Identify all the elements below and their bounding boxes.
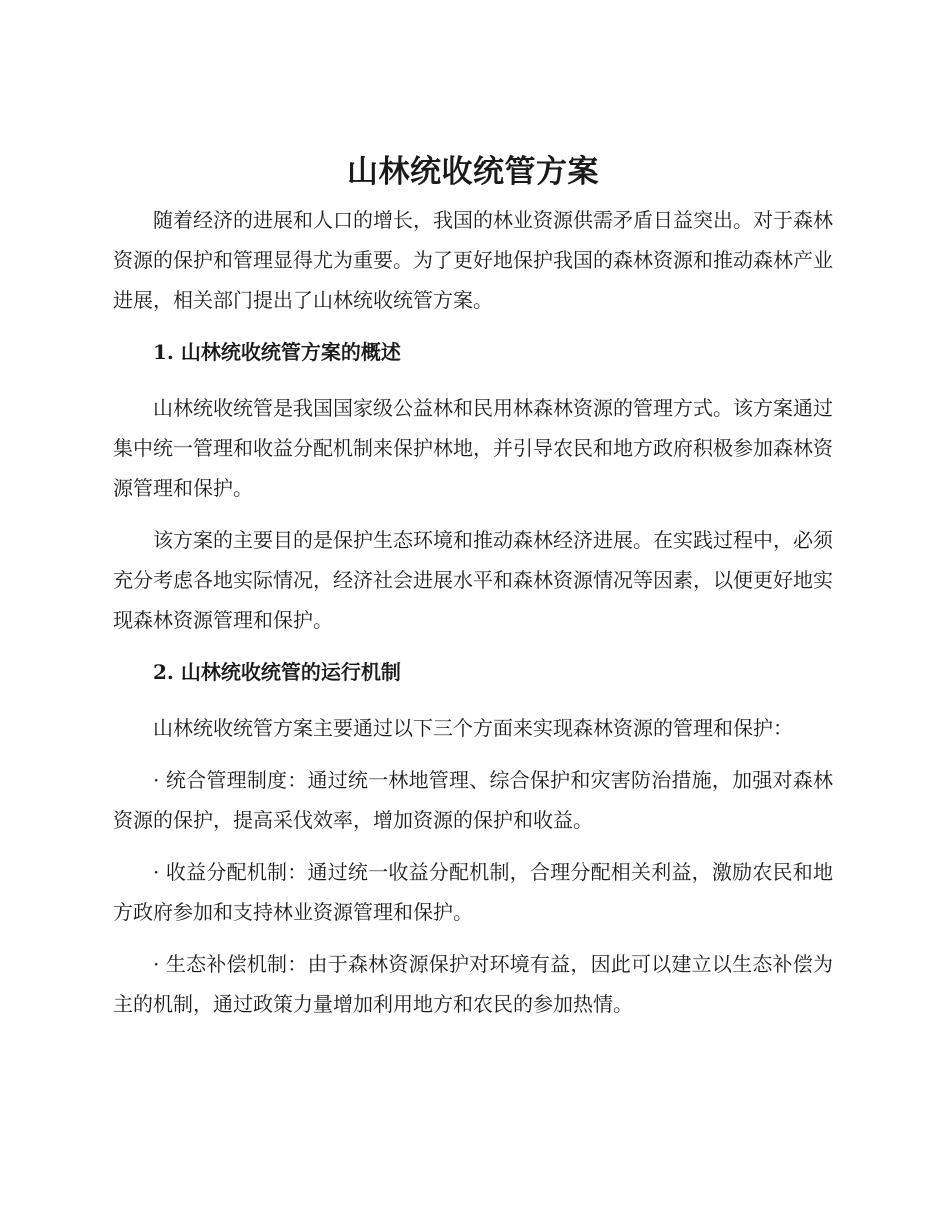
document-page [113,150,833,1036]
bullet-item-management: · 统合管理制度：通过统一林地管理、综合保护和灾害防治措施，加强对森林资源的保护，提高采伐效率，增加资源的保护和收益。 [113,768,833,832]
section-heading-mechanism: 2. 山林统收统管的运行机制 [153,660,401,684]
paragraph-mechanism-intro: 山林统收统管方案主要通过以下三个方面来实现森林资源的管理和保护： [153,716,793,740]
paragraph-overview-2: 该方案的主要目的是保护生态环境和推动森林经济进展。在实践过程中，必须充分考虑各地实际情况，经济社会进展水平和森林资源情况等因素，以便更好地实现森林资源管理和保护。 [113,528,833,632]
document-title: 山林统收统管方案 [347,154,599,190]
bullet-item-revenue: · 收益分配机制：通过统一收益分配机制，合理分配相关利益，激励农民和地方政府参加和支持林业资源管理和保护。 [113,860,833,924]
bullet-item-compensation: · 生态补偿机制：由于森林资源保护对环境有益，因此可以建立以生态补偿为主的机制，通过政策力量增加利用地方和农民的参加热情。 [113,952,833,1016]
section-heading-overview: 1. 山林统收统管方案的概述 [153,340,401,364]
paragraph-intro: 随着经济的进展和人口的增长，我国的林业资源供需矛盾日益突出。对于森林资源的保护和管理显得尤为重要。为了更好地保护我国的森林资源和推动森林产业进展，相关部门提出了山林统收统管方案。 [113,208,833,312]
paragraph-overview-1: 山林统收统管是我国国家级公益林和民用林森林资源的管理方式。该方案通过集中统一管理和收益分配机制来保护林地，并引导农民和地方政府积极参加森林资源管理和保护。 [113,396,833,500]
